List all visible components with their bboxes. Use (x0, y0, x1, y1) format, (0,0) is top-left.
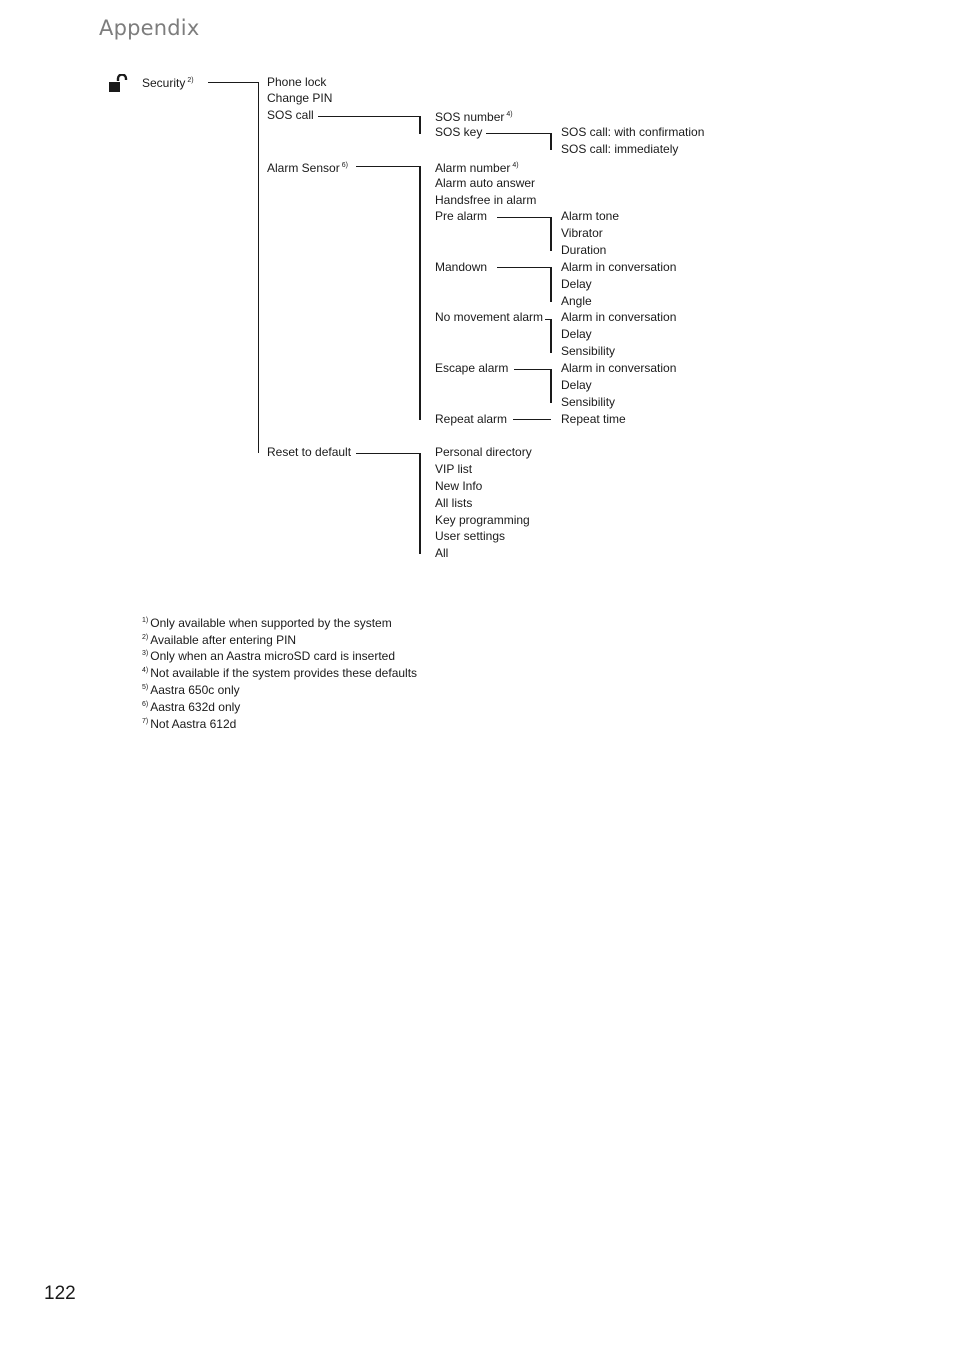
menu-label: SOS call: with confirmation (561, 125, 705, 139)
footnote-mark: 5) (142, 684, 149, 691)
menu-label: Key programming (435, 513, 530, 527)
menu-label: Delay (561, 277, 592, 291)
connector-line (486, 133, 552, 134)
menu-label: Delay (561, 378, 592, 392)
connector-line (514, 369, 552, 370)
menu-label: Phone lock (267, 75, 327, 89)
connector-bracket (550, 217, 552, 251)
menu-label: Security (142, 76, 186, 90)
menu-label: Alarm in conversation (561, 361, 677, 375)
footnote-text: Not Aastra 612d (150, 717, 237, 731)
menu-item-no-movement-sensibility[interactable] (561, 344, 615, 358)
menu-label: Alarm auto answer (435, 176, 536, 190)
menu-item-change-pin[interactable] (267, 91, 332, 105)
menu-label: SOS call: immediately (561, 142, 679, 156)
menu-item-sos-number[interactable] (435, 108, 513, 124)
footnote (142, 631, 296, 647)
menu-label: SOS number (435, 110, 505, 124)
footnote-mark: 3) (142, 650, 149, 657)
menu-item-pre-alarm[interactable] (435, 209, 487, 223)
menu-label: Alarm Sensor (267, 161, 340, 175)
lock-open-icon (108, 74, 130, 94)
connector-bracket (550, 369, 552, 403)
menu-item-alarm-sensor[interactable] (267, 159, 348, 175)
connector-bracket (419, 166, 421, 420)
menu-item-alarm-tone[interactable] (561, 209, 619, 223)
menu-label: Alarm in conversation (561, 260, 677, 274)
footnote-mark: 6) (142, 701, 149, 708)
footnote (142, 698, 240, 714)
footnote-mark: 7) (142, 718, 149, 725)
connector-bracket (419, 453, 421, 554)
connector-line (497, 217, 552, 218)
footnote-text: Only when an Aastra microSD card is inserted (150, 649, 396, 663)
menu-label: Delay (561, 327, 592, 341)
footnote-mark: 1) (142, 617, 149, 624)
menu-item-reset-to-default[interactable] (267, 445, 351, 459)
menu-item-no-movement-alarm[interactable] (435, 310, 543, 324)
menu-label: Alarm in conversation (561, 310, 677, 324)
footnote-ref: 4) (512, 162, 519, 169)
menu-item-repeat-time[interactable] (561, 412, 626, 426)
menu-label: SOS key (435, 125, 483, 139)
menu-label: Reset to default (267, 445, 352, 459)
footnote-text: Available after entering PIN (150, 633, 297, 647)
footnote (142, 681, 240, 697)
menu-item-no-movement-alarm-in-conversation[interactable] (561, 310, 676, 324)
menu-item-vibrator[interactable] (561, 226, 603, 240)
connector-line (356, 166, 421, 167)
menu-item-alarm-auto-answer[interactable] (435, 176, 535, 190)
menu-item-alarm-number[interactable] (435, 159, 519, 175)
menu-item-mandown-alarm-in-conversation[interactable] (561, 260, 676, 274)
menu-label: User settings (435, 529, 506, 543)
menu-item-mandown-angle[interactable] (561, 294, 592, 308)
footnote-text: Not available if the system provides these defaults (150, 666, 418, 680)
connector-line (208, 82, 259, 83)
footnote-mark: 2) (142, 634, 149, 641)
menu-label: Alarm number (435, 161, 511, 175)
menu-item-all-lists[interactable] (435, 496, 472, 510)
menu-label: VIP list (435, 462, 473, 476)
menu-label: SOS call (267, 108, 314, 122)
connector-line (356, 453, 421, 454)
menu-label: Handsfree in alarm (435, 193, 537, 207)
footnote-text: Aastra 650c only (150, 683, 240, 697)
menu-label: Mandown (435, 260, 488, 274)
menu-label: Repeat alarm (435, 412, 508, 426)
menu-item-user-settings[interactable] (435, 529, 505, 543)
menu-root-security[interactable] (142, 74, 194, 90)
connector-bracket (550, 319, 552, 353)
footnote-text: Only available when supported by the system (150, 616, 392, 630)
menu-label: Escape alarm (435, 361, 509, 375)
page-number: 122 (44, 1283, 76, 1304)
menu-label: All (435, 546, 449, 560)
footnote (142, 715, 236, 731)
menu-item-sos-call[interactable] (267, 108, 314, 122)
menu-item-no-movement-delay[interactable] (561, 327, 592, 341)
menu-label: No movement alarm (435, 310, 544, 324)
connector-bracket (258, 82, 259, 453)
menu-item-sos-key[interactable] (435, 125, 482, 139)
connector-bracket (550, 267, 552, 302)
menu-item-escape-delay[interactable] (561, 378, 592, 392)
menu-item-personal-directory[interactable] (435, 445, 532, 459)
menu-label: Repeat time (561, 412, 626, 426)
menu-label: Sensibility (561, 395, 616, 409)
footnote-mark: 4) (142, 667, 149, 674)
menu-item-vip-list[interactable] (435, 462, 472, 476)
menu-item-key-programming[interactable] (435, 513, 530, 527)
connector-bracket (419, 116, 421, 134)
menu-label: Duration (561, 243, 607, 257)
menu-item-mandown[interactable] (435, 260, 487, 274)
footnote-ref: 2) (187, 77, 194, 84)
menu-label: All lists (435, 496, 473, 510)
menu-item-sos-call-immediately[interactable] (561, 142, 678, 156)
menu-item-escape-sensibility[interactable] (561, 395, 615, 409)
menu-item-mandown-delay[interactable] (561, 277, 592, 291)
menu-item-phone-lock[interactable] (267, 75, 326, 89)
connector-line (513, 419, 551, 420)
menu-item-all[interactable] (435, 546, 448, 560)
menu-item-sos-call-with-confirmation[interactable] (561, 125, 704, 139)
menu-item-new-info[interactable] (435, 479, 482, 493)
page-title: Appendix (99, 16, 200, 40)
footnote (142, 614, 392, 630)
connector-bracket (550, 133, 552, 150)
menu-item-repeat-alarm[interactable] (435, 412, 507, 426)
menu-item-escape-alarm[interactable] (435, 361, 508, 375)
menu-label: Sensibility (561, 344, 616, 358)
menu-item-escape-alarm-in-conversation[interactable] (561, 361, 676, 375)
connector-line (497, 267, 552, 268)
menu-item-duration[interactable] (561, 243, 606, 257)
menu-label: Personal directory (435, 445, 532, 459)
connector-line (318, 116, 421, 117)
menu-label: Change PIN (267, 91, 333, 105)
footnote (142, 664, 417, 680)
menu-label: Pre alarm (435, 209, 488, 223)
menu-label: New Info (435, 479, 483, 493)
menu-item-handsfree-in-alarm[interactable] (435, 193, 536, 207)
footnote (142, 647, 395, 663)
menu-label: Alarm tone (561, 209, 620, 223)
menu-label: Vibrator (561, 226, 603, 240)
footnote-ref: 4) (506, 111, 513, 118)
menu-label: Angle (561, 294, 592, 308)
footnote-ref: 6) (341, 162, 348, 169)
footnote-text: Aastra 632d only (150, 700, 241, 714)
